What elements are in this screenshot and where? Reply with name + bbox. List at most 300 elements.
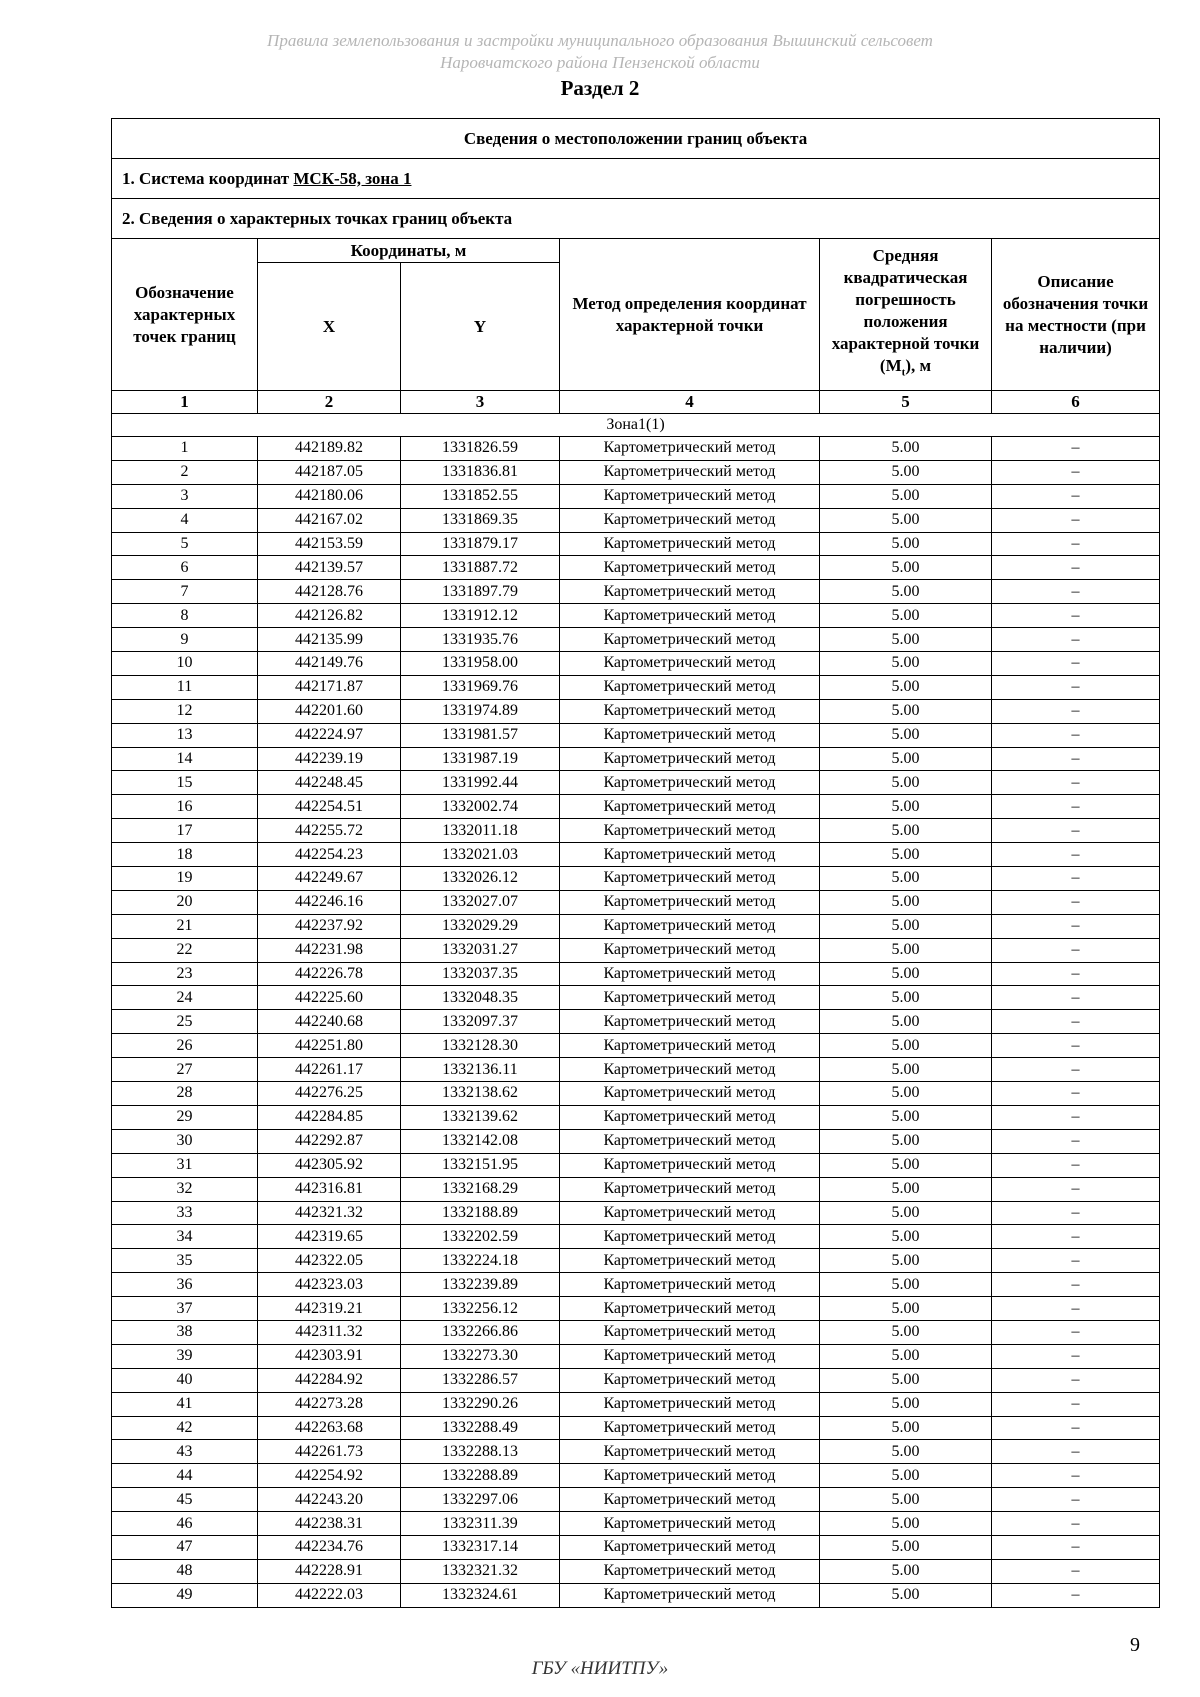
cell-error: 5.00 bbox=[820, 843, 992, 867]
table-row bbox=[112, 723, 1160, 747]
cell-description: – bbox=[992, 652, 1160, 676]
table-row bbox=[112, 1058, 1160, 1082]
cell-error: 5.00 bbox=[820, 1177, 992, 1201]
cell-description: – bbox=[992, 1249, 1160, 1273]
zone-label: Зона1(1) bbox=[112, 414, 1160, 437]
cell-point-number: 7 bbox=[112, 580, 258, 604]
cell-point-number: 48 bbox=[112, 1559, 258, 1583]
cell-error: 5.00 bbox=[820, 532, 992, 556]
cell-point-number: 35 bbox=[112, 1249, 258, 1273]
cell-coord-x: 442263.68 bbox=[258, 1416, 401, 1440]
cell-point-number: 13 bbox=[112, 723, 258, 747]
cell-coord-y: 1332151.95 bbox=[401, 1153, 560, 1177]
table-row bbox=[112, 556, 1160, 580]
cell-error: 5.00 bbox=[820, 1392, 992, 1416]
cell-coord-x: 442254.51 bbox=[258, 795, 401, 819]
cell-description: – bbox=[992, 1583, 1160, 1607]
cell-point-number: 27 bbox=[112, 1058, 258, 1082]
cell-error: 5.00 bbox=[820, 1273, 992, 1297]
table-row bbox=[112, 699, 1160, 723]
cell-method: Картометрический метод bbox=[560, 1034, 820, 1058]
cell-coord-x: 442319.21 bbox=[258, 1297, 401, 1321]
cell-coord-x: 442311.32 bbox=[258, 1320, 401, 1344]
cell-coord-x: 442316.81 bbox=[258, 1177, 401, 1201]
table-row bbox=[112, 460, 1160, 484]
cell-coord-x: 442189.82 bbox=[258, 437, 401, 461]
table-row bbox=[112, 604, 1160, 628]
table-row bbox=[112, 1010, 1160, 1034]
cell-method: Картометрический метод bbox=[560, 508, 820, 532]
cell-method: Картометрический метод bbox=[560, 1416, 820, 1440]
cell-coord-y: 1332239.89 bbox=[401, 1273, 560, 1297]
cell-error: 5.00 bbox=[820, 652, 992, 676]
cell-description: – bbox=[992, 460, 1160, 484]
table-row bbox=[112, 1082, 1160, 1106]
cell-description: – bbox=[992, 843, 1160, 867]
cell-error: 5.00 bbox=[820, 508, 992, 532]
cell-error: 5.00 bbox=[820, 1559, 992, 1583]
cell-coord-x: 442246.16 bbox=[258, 890, 401, 914]
cell-description: – bbox=[992, 819, 1160, 843]
cell-point-number: 32 bbox=[112, 1177, 258, 1201]
cell-description: – bbox=[992, 1440, 1160, 1464]
cell-description: – bbox=[992, 914, 1160, 938]
running-header-line2: Наровчатского района Пензенской области bbox=[440, 53, 760, 72]
cell-coord-y: 1332142.08 bbox=[401, 1129, 560, 1153]
coord-system-value: МСК-58, зона 1 bbox=[293, 168, 412, 188]
cell-point-number: 34 bbox=[112, 1225, 258, 1249]
table-title: Сведения о местоположении границ объекта bbox=[112, 119, 1160, 159]
table-row bbox=[112, 1416, 1160, 1440]
cell-point-number: 26 bbox=[112, 1034, 258, 1058]
table-row bbox=[112, 1105, 1160, 1129]
cell-coord-x: 442284.92 bbox=[258, 1368, 401, 1392]
cell-coord-y: 1331935.76 bbox=[401, 628, 560, 652]
cell-error: 5.00 bbox=[820, 890, 992, 914]
cell-method: Картометрический метод bbox=[560, 1344, 820, 1368]
cell-coord-x: 442249.67 bbox=[258, 867, 401, 891]
cell-method: Картометрический метод bbox=[560, 556, 820, 580]
table-row bbox=[112, 914, 1160, 938]
cell-error: 5.00 bbox=[820, 986, 992, 1010]
cell-method: Картометрический метод bbox=[560, 1273, 820, 1297]
cell-method: Картометрический метод bbox=[560, 628, 820, 652]
table-row bbox=[112, 1177, 1160, 1201]
table-row bbox=[112, 890, 1160, 914]
cell-error: 5.00 bbox=[820, 1082, 992, 1106]
table-row bbox=[112, 1368, 1160, 1392]
cell-description: – bbox=[992, 508, 1160, 532]
cell-error: 5.00 bbox=[820, 1010, 992, 1034]
cell-description: – bbox=[992, 1153, 1160, 1177]
cell-coord-x: 442284.85 bbox=[258, 1105, 401, 1129]
running-header-line1: Правила землепользования и застройки муниципального образования Вышинский сельсовет bbox=[267, 31, 933, 50]
table-row bbox=[112, 986, 1160, 1010]
cell-coord-y: 1332097.37 bbox=[401, 1010, 560, 1034]
table-row bbox=[112, 1153, 1160, 1177]
cell-coord-y: 1331836.81 bbox=[401, 460, 560, 484]
table-row bbox=[112, 1273, 1160, 1297]
cell-point-number: 1 bbox=[112, 437, 258, 461]
cell-coord-x: 442180.06 bbox=[258, 484, 401, 508]
cell-description: – bbox=[992, 628, 1160, 652]
cell-coord-y: 1332138.62 bbox=[401, 1082, 560, 1106]
table-row bbox=[112, 1320, 1160, 1344]
cell-error: 5.00 bbox=[820, 747, 992, 771]
col-header-x: X bbox=[258, 263, 401, 391]
cell-method: Картометрический метод bbox=[560, 914, 820, 938]
cell-error: 5.00 bbox=[820, 867, 992, 891]
cell-coord-y: 1332037.35 bbox=[401, 962, 560, 986]
cell-description: – bbox=[992, 699, 1160, 723]
cell-coord-y: 1332224.18 bbox=[401, 1249, 560, 1273]
cell-coord-y: 1332139.62 bbox=[401, 1105, 560, 1129]
cell-error: 5.00 bbox=[820, 795, 992, 819]
cell-coord-y: 1332136.11 bbox=[401, 1058, 560, 1082]
cell-method: Картометрический метод bbox=[560, 1392, 820, 1416]
cell-coord-x: 442273.28 bbox=[258, 1392, 401, 1416]
cell-coord-y: 1332288.13 bbox=[401, 1440, 560, 1464]
cell-coord-y: 1331826.59 bbox=[401, 437, 560, 461]
cell-method: Картометрический метод bbox=[560, 460, 820, 484]
cell-coord-y: 1331912.12 bbox=[401, 604, 560, 628]
cell-error: 5.00 bbox=[820, 1512, 992, 1536]
cell-coord-y: 1332297.06 bbox=[401, 1488, 560, 1512]
cell-coord-y: 1332011.18 bbox=[401, 819, 560, 843]
cell-error: 5.00 bbox=[820, 1058, 992, 1082]
cell-coord-x: 442292.87 bbox=[258, 1129, 401, 1153]
page-number: 9 bbox=[1130, 1634, 1140, 1656]
cell-point-number: 36 bbox=[112, 1273, 258, 1297]
cell-point-number: 9 bbox=[112, 628, 258, 652]
cell-point-number: 28 bbox=[112, 1082, 258, 1106]
cell-point-number: 14 bbox=[112, 747, 258, 771]
cell-error: 5.00 bbox=[820, 1034, 992, 1058]
cell-method: Картометрический метод bbox=[560, 1129, 820, 1153]
cell-coord-y: 1331987.19 bbox=[401, 747, 560, 771]
cell-method: Картометрический метод bbox=[560, 699, 820, 723]
cell-point-number: 10 bbox=[112, 652, 258, 676]
cell-coord-x: 442128.76 bbox=[258, 580, 401, 604]
table-row bbox=[112, 938, 1160, 962]
cell-description: – bbox=[992, 580, 1160, 604]
cell-coord-x: 442261.73 bbox=[258, 1440, 401, 1464]
table-row bbox=[112, 484, 1160, 508]
points-section-title: 2. Сведения о характерных точках границ объекта bbox=[112, 199, 1160, 239]
cell-coord-x: 442243.20 bbox=[258, 1488, 401, 1512]
cell-coord-y: 1332317.14 bbox=[401, 1535, 560, 1559]
cell-coord-x: 442167.02 bbox=[258, 508, 401, 532]
cell-description: – bbox=[992, 1416, 1160, 1440]
cell-point-number: 29 bbox=[112, 1105, 258, 1129]
coord-system-label: 1. Система координат bbox=[122, 168, 290, 188]
cell-description: – bbox=[992, 1368, 1160, 1392]
cell-coord-x: 442237.92 bbox=[258, 914, 401, 938]
cell-method: Картометрический метод bbox=[560, 437, 820, 461]
cell-method: Картометрический метод bbox=[560, 532, 820, 556]
cell-error: 5.00 bbox=[820, 556, 992, 580]
cell-method: Картометрический метод bbox=[560, 890, 820, 914]
cell-method: Картометрический метод bbox=[560, 1559, 820, 1583]
cell-point-number: 24 bbox=[112, 986, 258, 1010]
cell-description: – bbox=[992, 986, 1160, 1010]
cell-point-number: 22 bbox=[112, 938, 258, 962]
cell-method: Картометрический метод bbox=[560, 962, 820, 986]
cell-coord-y: 1332027.07 bbox=[401, 890, 560, 914]
cell-coord-x: 442305.92 bbox=[258, 1153, 401, 1177]
cell-coord-y: 1332048.35 bbox=[401, 986, 560, 1010]
cell-coord-x: 442240.68 bbox=[258, 1010, 401, 1034]
cell-description: – bbox=[992, 771, 1160, 795]
cell-coord-y: 1332256.12 bbox=[401, 1297, 560, 1321]
table-row bbox=[112, 843, 1160, 867]
cell-method: Картометрический метод bbox=[560, 1320, 820, 1344]
cell-point-number: 15 bbox=[112, 771, 258, 795]
cell-error: 5.00 bbox=[820, 1440, 992, 1464]
cell-point-number: 16 bbox=[112, 795, 258, 819]
table-row bbox=[112, 962, 1160, 986]
col-header-method: Метод определения координат характерной точки bbox=[560, 239, 820, 391]
cell-error: 5.00 bbox=[820, 914, 992, 938]
cell-method: Картометрический метод bbox=[560, 771, 820, 795]
cell-description: – bbox=[992, 1344, 1160, 1368]
cell-method: Картометрический метод bbox=[560, 1010, 820, 1034]
cell-description: – bbox=[992, 1201, 1160, 1225]
cell-coord-x: 442261.17 bbox=[258, 1058, 401, 1082]
col-header-y: Y bbox=[401, 263, 560, 391]
table-row bbox=[112, 1201, 1160, 1225]
cell-coord-x: 442254.23 bbox=[258, 843, 401, 867]
cell-description: – bbox=[992, 962, 1160, 986]
cell-description: – bbox=[992, 675, 1160, 699]
cell-coord-x: 442234.76 bbox=[258, 1535, 401, 1559]
running-header bbox=[0, 30, 1200, 74]
cell-error: 5.00 bbox=[820, 1320, 992, 1344]
cell-point-number: 31 bbox=[112, 1153, 258, 1177]
col-header-description: Описание обозначения точки на местности (при наличии) bbox=[992, 239, 1160, 391]
cell-coord-x: 442238.31 bbox=[258, 1512, 401, 1536]
table-row bbox=[112, 532, 1160, 556]
cell-point-number: 40 bbox=[112, 1368, 258, 1392]
cell-point-number: 39 bbox=[112, 1344, 258, 1368]
cell-error: 5.00 bbox=[820, 1488, 992, 1512]
cell-coord-y: 1331897.79 bbox=[401, 580, 560, 604]
cell-error: 5.00 bbox=[820, 1416, 992, 1440]
cell-coord-y: 1332031.27 bbox=[401, 938, 560, 962]
cell-description: – bbox=[992, 1320, 1160, 1344]
cell-description: – bbox=[992, 723, 1160, 747]
cell-method: Картометрический метод bbox=[560, 1249, 820, 1273]
cell-coord-x: 442255.72 bbox=[258, 819, 401, 843]
table-row bbox=[112, 675, 1160, 699]
cell-coord-x: 442319.65 bbox=[258, 1225, 401, 1249]
table-row bbox=[112, 771, 1160, 795]
cell-coord-x: 442254.92 bbox=[258, 1464, 401, 1488]
cell-error: 5.00 bbox=[820, 962, 992, 986]
cell-point-number: 46 bbox=[112, 1512, 258, 1536]
cell-error: 5.00 bbox=[820, 1344, 992, 1368]
cell-coord-y: 1331852.55 bbox=[401, 484, 560, 508]
cell-error: 5.00 bbox=[820, 1225, 992, 1249]
cell-method: Картометрический метод bbox=[560, 580, 820, 604]
cell-method: Картометрический метод bbox=[560, 1225, 820, 1249]
table-row bbox=[112, 1464, 1160, 1488]
col-header-coordinates: Координаты, м bbox=[258, 239, 560, 263]
cell-coord-x: 442187.05 bbox=[258, 460, 401, 484]
cell-coord-y: 1332202.59 bbox=[401, 1225, 560, 1249]
table-row bbox=[112, 1440, 1160, 1464]
cell-description: – bbox=[992, 1535, 1160, 1559]
cell-coord-y: 1331887.72 bbox=[401, 556, 560, 580]
cell-coord-y: 1332188.89 bbox=[401, 1201, 560, 1225]
cell-description: – bbox=[992, 1297, 1160, 1321]
cell-coord-y: 1332290.26 bbox=[401, 1392, 560, 1416]
col-number-1: 1 bbox=[112, 391, 258, 414]
cell-description: – bbox=[992, 1559, 1160, 1583]
cell-coord-y: 1331981.57 bbox=[401, 723, 560, 747]
cell-coord-y: 1332321.32 bbox=[401, 1559, 560, 1583]
cell-coord-x: 442139.57 bbox=[258, 556, 401, 580]
cell-error: 5.00 bbox=[820, 819, 992, 843]
table-row bbox=[112, 580, 1160, 604]
cell-error: 5.00 bbox=[820, 580, 992, 604]
cell-coord-y: 1331958.00 bbox=[401, 652, 560, 676]
cell-coord-x: 442153.59 bbox=[258, 532, 401, 556]
cell-description: – bbox=[992, 437, 1160, 461]
cell-description: – bbox=[992, 1082, 1160, 1106]
cell-coord-y: 1332311.39 bbox=[401, 1512, 560, 1536]
cell-point-number: 30 bbox=[112, 1129, 258, 1153]
cell-error: 5.00 bbox=[820, 484, 992, 508]
cell-method: Картометрический метод bbox=[560, 1440, 820, 1464]
cell-error: 5.00 bbox=[820, 1464, 992, 1488]
cell-method: Картометрический метод bbox=[560, 1153, 820, 1177]
table-row bbox=[112, 1129, 1160, 1153]
cell-error: 5.00 bbox=[820, 1129, 992, 1153]
cell-coord-y: 1331969.76 bbox=[401, 675, 560, 699]
cell-description: – bbox=[992, 484, 1160, 508]
cell-method: Картометрический метод bbox=[560, 1058, 820, 1082]
table-row bbox=[112, 819, 1160, 843]
table-row bbox=[112, 1249, 1160, 1273]
cell-coord-x: 442171.87 bbox=[258, 675, 401, 699]
cell-coord-y: 1332324.61 bbox=[401, 1583, 560, 1607]
cell-description: – bbox=[992, 1129, 1160, 1153]
cell-error: 5.00 bbox=[820, 437, 992, 461]
table-row bbox=[112, 747, 1160, 771]
cell-description: – bbox=[992, 890, 1160, 914]
cell-error: 5.00 bbox=[820, 699, 992, 723]
cell-coord-x: 442231.98 bbox=[258, 938, 401, 962]
cell-method: Картометрический метод bbox=[560, 819, 820, 843]
cell-coord-x: 442225.60 bbox=[258, 986, 401, 1010]
cell-point-number: 37 bbox=[112, 1297, 258, 1321]
cell-point-number: 33 bbox=[112, 1201, 258, 1225]
col-number-2: 2 bbox=[258, 391, 401, 414]
cell-method: Картометрический метод bbox=[560, 1297, 820, 1321]
cell-coord-y: 1331974.89 bbox=[401, 699, 560, 723]
cell-coord-x: 442248.45 bbox=[258, 771, 401, 795]
cell-description: – bbox=[992, 1512, 1160, 1536]
cell-method: Картометрический метод bbox=[560, 652, 820, 676]
cell-method: Картометрический метод bbox=[560, 1082, 820, 1106]
cell-coord-x: 442321.32 bbox=[258, 1201, 401, 1225]
table-row bbox=[112, 437, 1160, 461]
cell-coord-x: 442323.03 bbox=[258, 1273, 401, 1297]
cell-method: Картометрический метод bbox=[560, 938, 820, 962]
cell-coord-x: 442251.80 bbox=[258, 1034, 401, 1058]
cell-error: 5.00 bbox=[820, 675, 992, 699]
cell-coord-x: 442224.97 bbox=[258, 723, 401, 747]
cell-method: Картометрический метод bbox=[560, 747, 820, 771]
table-row bbox=[112, 652, 1160, 676]
cell-description: – bbox=[992, 938, 1160, 962]
cell-point-number: 6 bbox=[112, 556, 258, 580]
cell-method: Картометрический метод bbox=[560, 843, 820, 867]
cell-point-number: 21 bbox=[112, 914, 258, 938]
section-title: Раздел 2 bbox=[560, 76, 640, 100]
cell-method: Картометрический метод bbox=[560, 1464, 820, 1488]
cell-method: Картометрический метод bbox=[560, 675, 820, 699]
cell-coord-y: 1332021.03 bbox=[401, 843, 560, 867]
cell-method: Картометрический метод bbox=[560, 1535, 820, 1559]
cell-error: 5.00 bbox=[820, 604, 992, 628]
cell-description: – bbox=[992, 1488, 1160, 1512]
cell-coord-x: 442222.03 bbox=[258, 1583, 401, 1607]
table-row bbox=[112, 1488, 1160, 1512]
cell-coord-y: 1332002.74 bbox=[401, 795, 560, 819]
cell-description: – bbox=[992, 1010, 1160, 1034]
cell-coord-x: 442276.25 bbox=[258, 1082, 401, 1106]
cell-description: – bbox=[992, 747, 1160, 771]
cell-method: Картометрический метод bbox=[560, 1201, 820, 1225]
boundary-points-table bbox=[111, 118, 1160, 1608]
cell-description: – bbox=[992, 1392, 1160, 1416]
cell-error: 5.00 bbox=[820, 938, 992, 962]
cell-point-number: 41 bbox=[112, 1392, 258, 1416]
cell-point-number: 47 bbox=[112, 1535, 258, 1559]
col-header-error: Средняя квадратическая погрешность положения характерной точки $(M_t)$, м bbox=[820, 239, 992, 391]
table-row bbox=[112, 1392, 1160, 1416]
cell-point-number: 11 bbox=[112, 675, 258, 699]
cell-method: Картометрический метод bbox=[560, 867, 820, 891]
cell-point-number: 49 bbox=[112, 1583, 258, 1607]
cell-point-number: 5 bbox=[112, 532, 258, 556]
cell-description: – bbox=[992, 1177, 1160, 1201]
cell-point-number: 8 bbox=[112, 604, 258, 628]
table-row bbox=[112, 1583, 1160, 1607]
cell-error: 5.00 bbox=[820, 1105, 992, 1129]
cell-method: Картометрический метод bbox=[560, 1368, 820, 1392]
cell-point-number: 2 bbox=[112, 460, 258, 484]
cell-method: Картометрический метод bbox=[560, 484, 820, 508]
cell-point-number: 38 bbox=[112, 1320, 258, 1344]
footer-organization: ГБУ «НИИТПУ» bbox=[531, 1658, 669, 1679]
cell-description: – bbox=[992, 1464, 1160, 1488]
cell-description: – bbox=[992, 1058, 1160, 1082]
cell-coord-y: 1332029.29 bbox=[401, 914, 560, 938]
cell-point-number: 20 bbox=[112, 890, 258, 914]
table-row bbox=[112, 1512, 1160, 1536]
cell-coord-y: 1331869.35 bbox=[401, 508, 560, 532]
cell-method: Картометрический метод bbox=[560, 1488, 820, 1512]
cell-error: 5.00 bbox=[820, 460, 992, 484]
cell-point-number: 42 bbox=[112, 1416, 258, 1440]
cell-description: – bbox=[992, 867, 1160, 891]
cell-description: – bbox=[992, 795, 1160, 819]
cell-point-number: 4 bbox=[112, 508, 258, 532]
cell-coord-y: 1332288.89 bbox=[401, 1464, 560, 1488]
